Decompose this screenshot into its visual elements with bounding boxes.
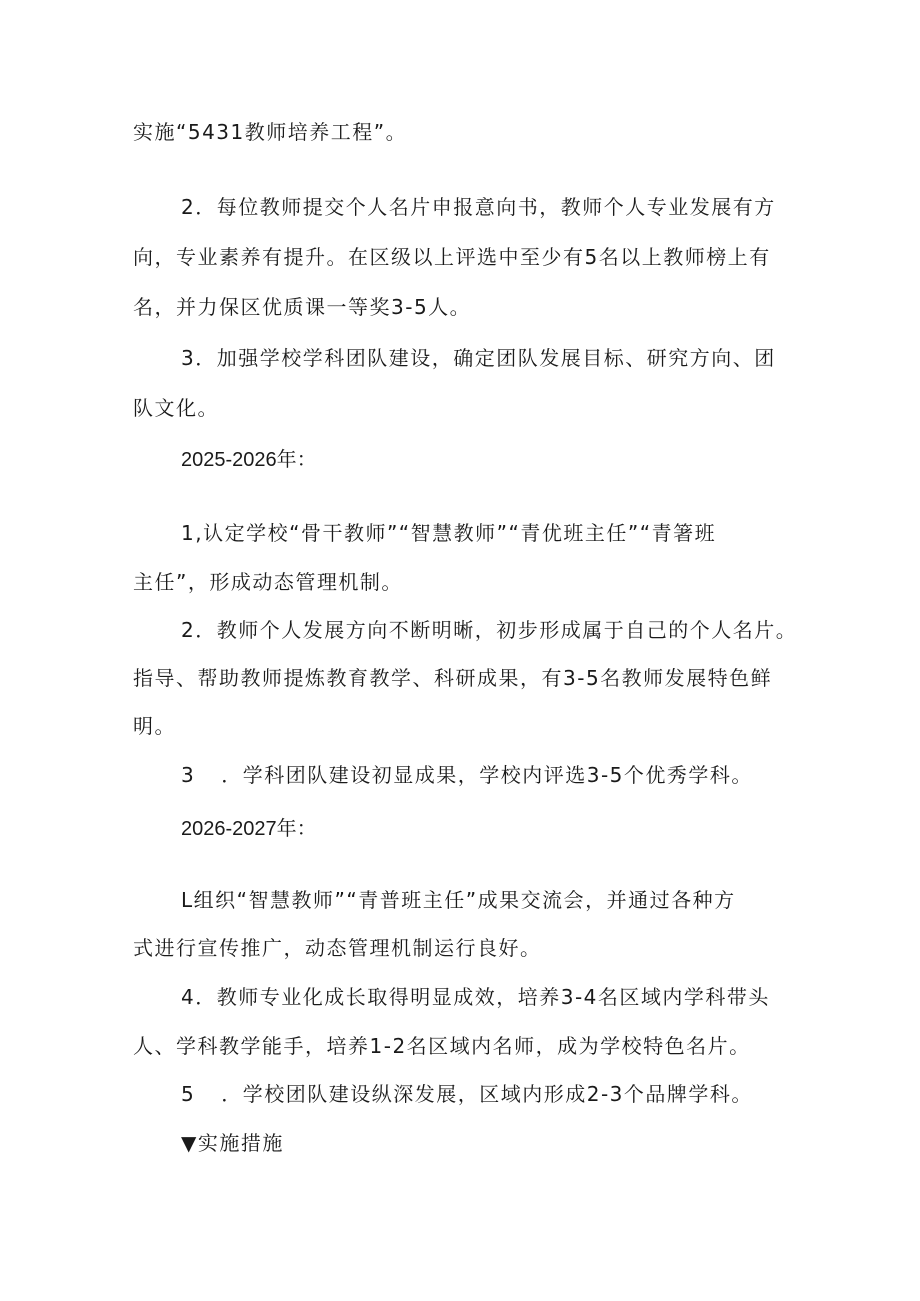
text-line-2026-item-1-cont: 式进行宣传推广，动态管理机制运行良好。 xyxy=(133,936,542,960)
text-line-2025-item-1-cont: 主任”，形成动态管理机制。 xyxy=(133,570,403,594)
text-line-item-3-start: 3．加强学校学科团队建设，确定团队发展目标、研究方向、团 xyxy=(181,346,776,370)
text-line-item-2-start: 2．每位教师提交个人名片申报意向书，教师个人专业发展有方 xyxy=(181,195,776,219)
year-heading-2025-2026: 2025-2026年： xyxy=(181,449,317,471)
text-line-2026-item-2-cont: 人、学科教学能手，培养1-2名区域内名师，成为学校特色名片。 xyxy=(133,1034,751,1058)
text-line-item-2-cont-1: 向，专业素养有提升。在区级以上评选中至少有5名以上教师榜上有 xyxy=(133,245,771,269)
text-line-2026-item-2-start: 4．教师专业化成长取得明显成效，培养3-4名区域内学科带头 xyxy=(181,985,770,1009)
item-number: 5 xyxy=(181,1082,196,1106)
text-line-2025-item-1-start: 1,认定学校“骨干教师”“智慧教师”“青优班主任”“青箸班 xyxy=(181,521,717,545)
item-number: 3 xyxy=(181,763,196,787)
text-line-implement-project: 实施“5431教师培养工程”。 xyxy=(133,120,408,144)
text-line-2025-item-2-cont-1: 指导、帮助教师提炼教育教学、科研成果，有3-5名教师发展特色鲜 xyxy=(133,666,773,690)
text-line-2026-item-3 xyxy=(181,1081,753,1107)
year-heading-2026-2027: 2026-2027年： xyxy=(181,818,317,840)
text-line-item-3-cont: 队文化。 xyxy=(133,396,219,420)
text-line-item-2-cont-2: 名，并力保区优质课一等奖3-5人。 xyxy=(133,295,472,319)
section-heading-implementation-measures: ▼实施措施 xyxy=(181,1131,284,1155)
text-line-2025-item-3 xyxy=(181,762,753,788)
item-text: ．学科团队建设初显成果，学校内评选3-5个优秀学科。 xyxy=(221,763,753,787)
text-line-2026-item-1-start: L组织“智慧教师”“青普班主任”成果交流会，并通过各种方 xyxy=(181,888,736,912)
text-line-2025-item-2-start: 2．教师个人发展方向不断明晰，初步形成属于自己的个人名片。 xyxy=(181,618,798,642)
item-text: ．学校团队建设纵深发展，区域内形成2-3个品牌学科。 xyxy=(221,1082,753,1106)
text-line-2025-item-2-cont-2: 明。 xyxy=(133,714,176,738)
